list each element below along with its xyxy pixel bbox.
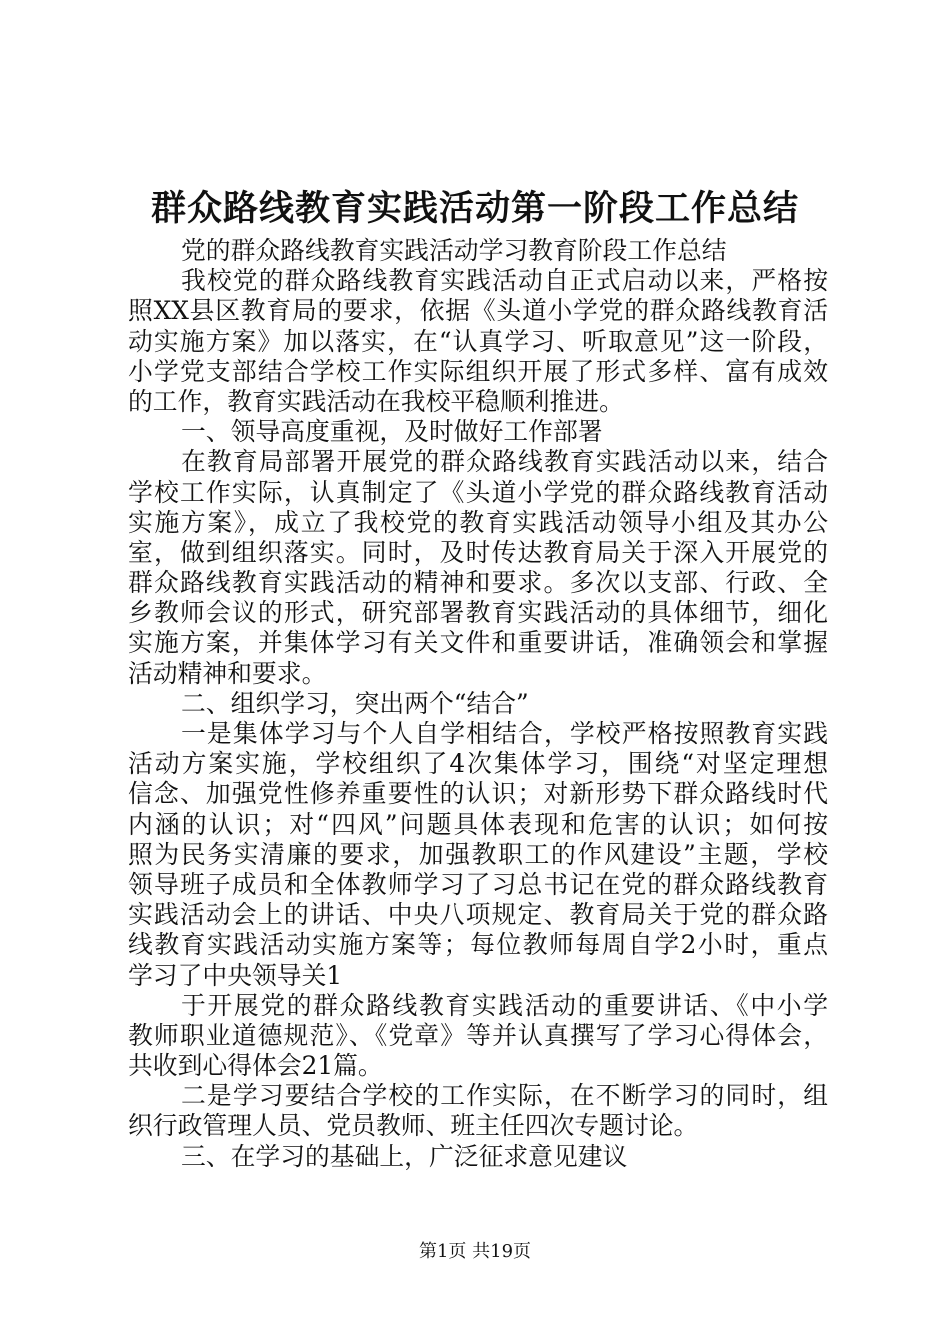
text-line: 小学党支部结合学校工作实际组织开展了形式多样、富有成效 — [128, 356, 828, 386]
text-line: 线教育实践活动实施方案等；每位教师每周自学2小时，重点 — [128, 930, 828, 960]
text-line: 领导班子成员和全体教师学习了习总书记在党的群众路线教育 — [128, 869, 828, 899]
text-line: 教师职业道德规范》、《党章》等并认真撰写了学习心得体会， — [128, 1020, 828, 1050]
text-line: 动实施方案》加以落实，在“认真学习、听取意见”这一阶段， — [128, 326, 828, 356]
text-line: 三、在学习的基础上，广泛征求意见建议 — [181, 1141, 628, 1171]
text-line: 室，做到组织落实。同时，及时传达教育局关于深入开展党的 — [128, 537, 828, 567]
document-title: 群众路线教育实践活动第一阶段工作总结 — [150, 188, 799, 229]
text-line: 实施方案，并集体学习有关文件和重要讲话，准确领会和掌握 — [128, 628, 828, 658]
text-line: 活动精神和要求。 — [128, 658, 327, 688]
text-line: 二、组织学习，突出两个“结合” — [181, 688, 529, 718]
text-line: 在教育局部署开展党的群众路线教育实践活动以来，结合 — [181, 447, 828, 477]
text-line: 活动方案实施，学校组织了4次集体学习，围绕“对坚定理想 — [128, 749, 828, 779]
text-line: 照XX县区教育局的要求，依据《头道小学党的群众路线教育活 — [128, 296, 828, 326]
text-line: 信念、加强党性修养重要性的认识；对新形势下群众路线时代 — [128, 779, 828, 809]
text-line: 乡教师会议的形式，研究部署教育实践活动的具体细节，细化 — [128, 598, 828, 628]
text-line: 的工作，教育实践活动在我校平稳顺利推进。 — [128, 386, 624, 416]
text-line: 实施方案》，成立了我校党的教育实践活动领导小组及其办公 — [128, 507, 828, 537]
page-footer: 第1页 共19页 — [418, 1241, 532, 1262]
text-line: 照为民务实清廉的要求，加强教职工的作风建设”主题，学校 — [128, 839, 828, 869]
text-line: 一、领导高度重视，及时做好工作部署 — [181, 417, 603, 447]
text-line: 学校工作实际，认真制定了《头道小学党的群众路线教育活动 — [128, 477, 828, 507]
text-line: 学习了中央领导关1 — [128, 960, 343, 990]
text-line: 内涵的认识；对“四风”问题具体表现和危害的认识；如何按 — [128, 809, 828, 839]
document-body — [128, 236, 828, 1172]
text-line: 我校党的群众路线教育实践活动自正式启动以来，严格按 — [181, 266, 828, 296]
text-line: 织行政管理人员、党员教师、班主任四次专题讨论。 — [128, 1111, 699, 1141]
text-line: 党的群众路线教育实践活动学习教育阶段工作总结 — [181, 236, 727, 265]
text-line: 实践活动会上的讲话、中央八项规定、教育局关于党的群众路 — [128, 900, 828, 930]
text-line: 于开展党的群众路线教育实践活动的重要讲话、《中小学 — [181, 990, 828, 1020]
text-line: 群众路线教育实践活动的精神和要求。多次以支部、行政、全 — [128, 568, 828, 598]
text-line: 一是集体学习与个人自学相结合，学校严格按照教育实践 — [181, 719, 828, 748]
text-line: 共收到心得体会21篇。 — [128, 1051, 383, 1081]
text-line: 二是学习要结合学校的工作实际，在不断学习的同时，组 — [181, 1081, 828, 1111]
